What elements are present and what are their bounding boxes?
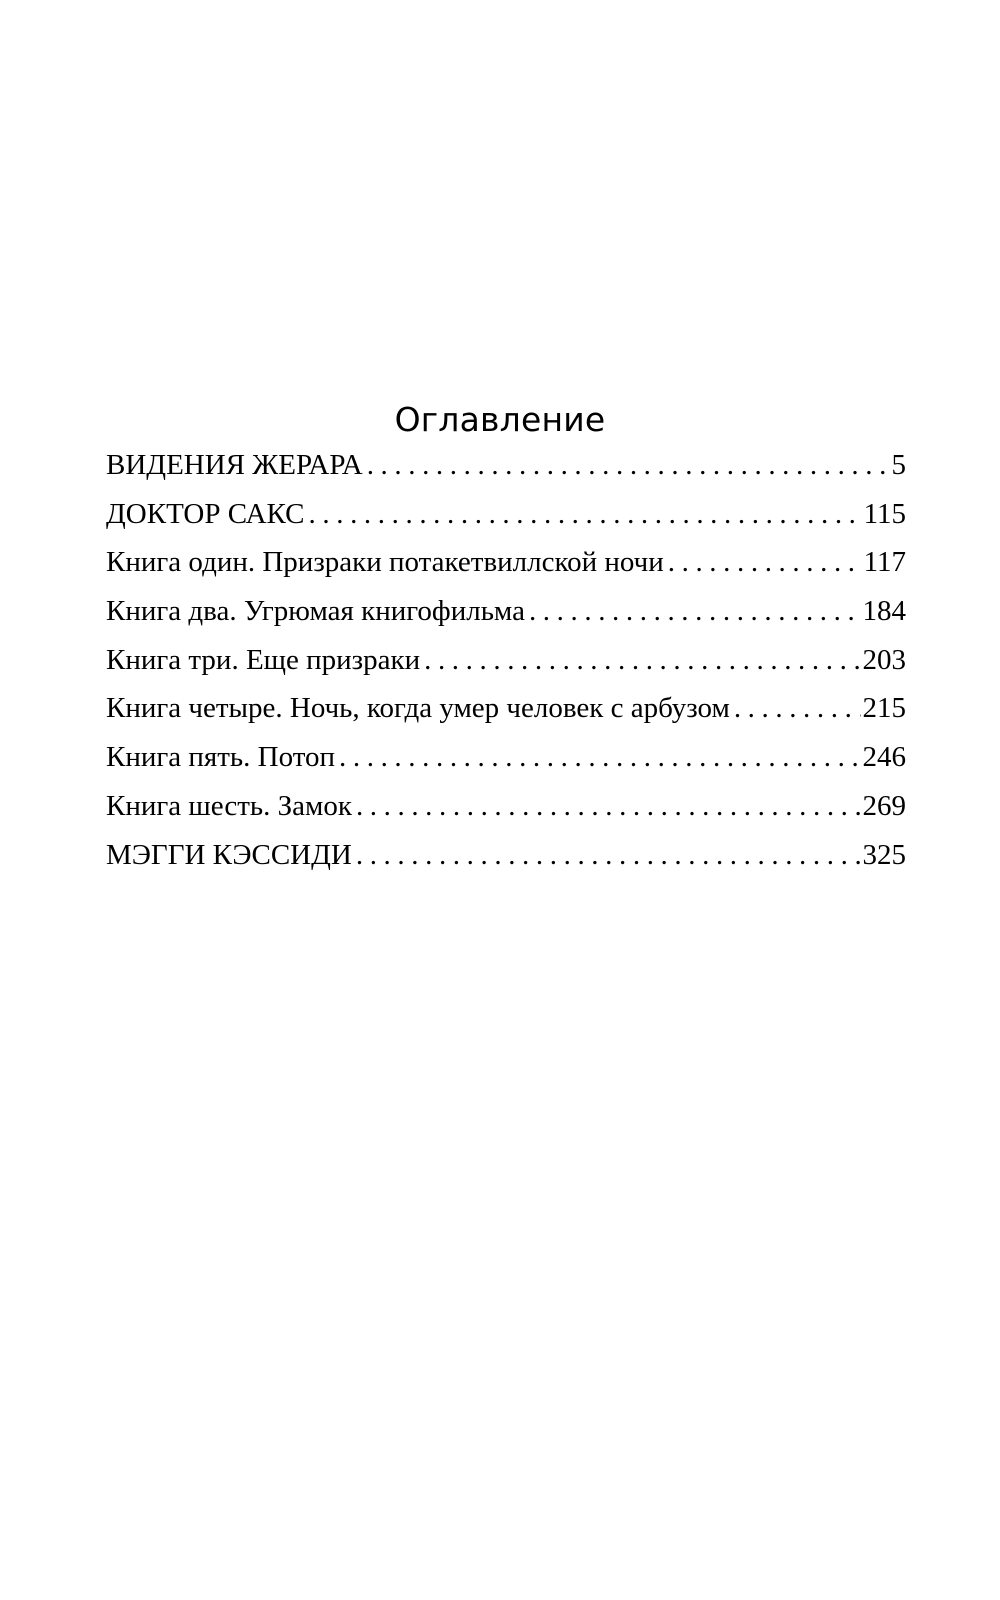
- toc-entry-page: 325: [862, 838, 906, 871]
- toc-entry-label: Книга один. Призраки потакетвиллской ночи: [106, 546, 664, 579]
- dot-leader: [367, 447, 890, 483]
- toc-entry-label: Книга четыре. Ночь, когда умер человек с арбузом: [106, 692, 730, 725]
- toc-entry: [106, 788, 906, 837]
- toc-entry-label: ДОКТОР САКС: [106, 497, 305, 530]
- dot-leader: [424, 642, 860, 678]
- toc-entry-page: 184: [862, 595, 906, 628]
- toc-entry: [106, 739, 906, 788]
- toc-entry: [106, 593, 906, 642]
- toc-entry-label: ВИДЕНИЯ ЖЕРАРА: [106, 449, 363, 481]
- dot-leader: [529, 593, 861, 629]
- toc-entry-label: Книга пять. Потоп: [106, 741, 336, 774]
- toc-entry-label: Книга шесть. Замок: [106, 789, 352, 822]
- dot-leader: [734, 690, 861, 726]
- toc-title: Оглавление: [394, 400, 606, 440]
- toc-entry-page: 5: [891, 449, 906, 481]
- toc-entry: [106, 837, 906, 886]
- toc-entry-page: 269: [862, 789, 906, 822]
- toc-entry: [106, 447, 906, 496]
- toc-entry: [106, 690, 906, 739]
- toc-entry-label: Книга два. Угрюмая книгофильма: [106, 595, 525, 628]
- toc-entry-page: 215: [862, 692, 906, 725]
- dot-leader: [356, 788, 861, 824]
- table-of-contents: [106, 447, 906, 885]
- toc-entry-page: 203: [862, 643, 906, 676]
- toc-entry: [106, 642, 906, 691]
- dot-leader: [668, 544, 862, 580]
- toc-entry-page: 246: [862, 741, 906, 774]
- toc-entry-page: 115: [863, 497, 906, 530]
- toc-entry-label: Книга три. Еще призраки: [106, 643, 421, 676]
- toc-entry: [106, 544, 906, 593]
- dot-leader: [339, 739, 860, 775]
- dot-leader: [309, 496, 862, 532]
- toc-entry: [106, 496, 906, 545]
- toc-entry-label: МЭГГИ КЭССИДИ: [106, 838, 352, 871]
- dot-leader: [356, 837, 861, 873]
- toc-entry-page: 117: [863, 546, 906, 579]
